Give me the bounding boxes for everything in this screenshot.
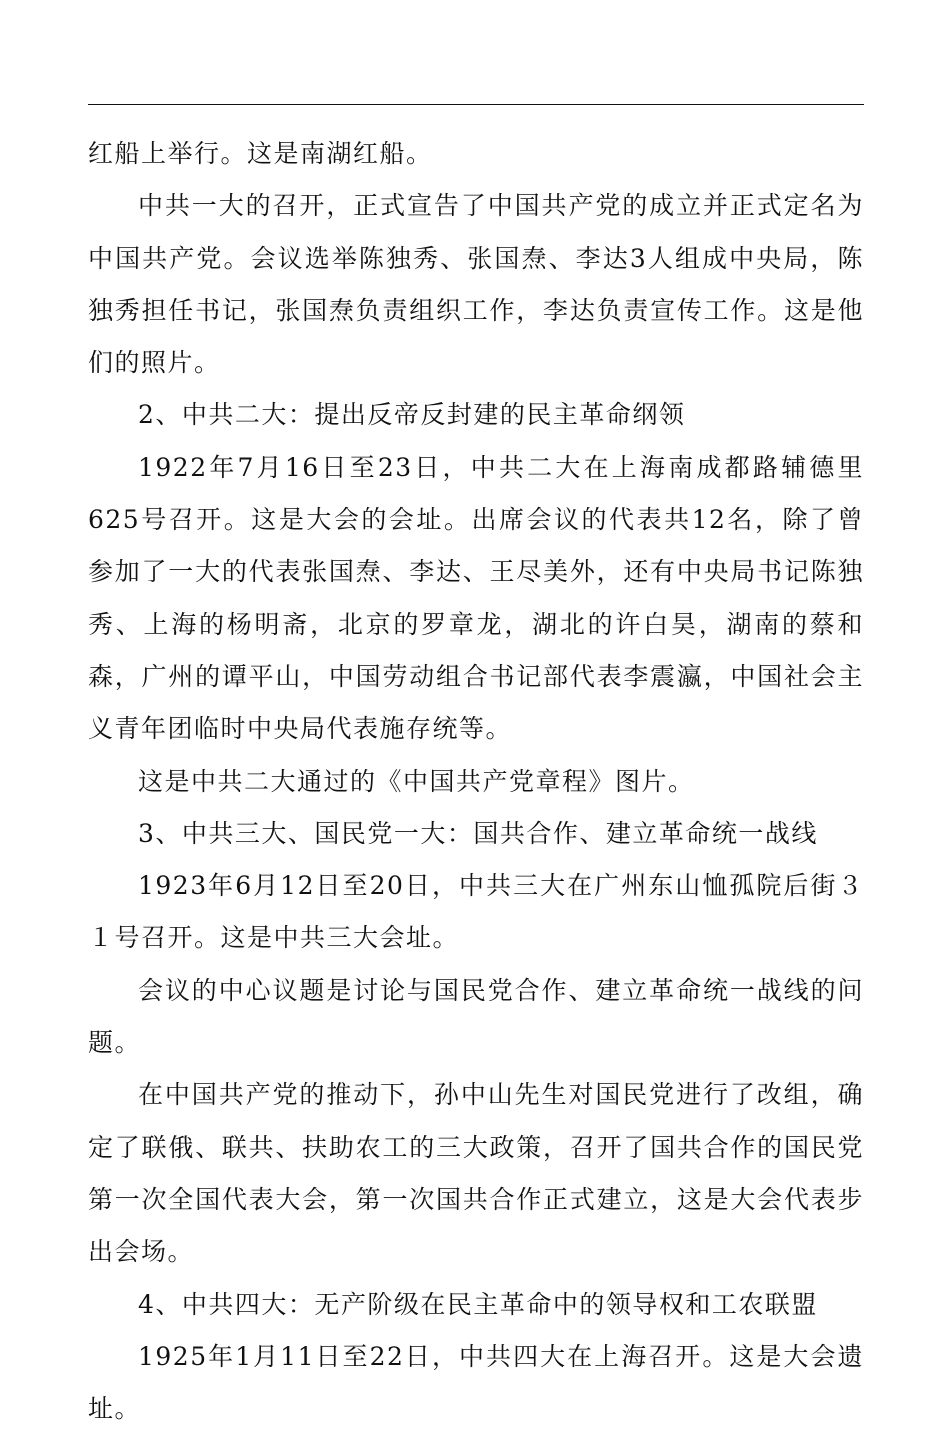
- section-heading: 3、中共三大、国民党一大：国共合作、建立革命统一战线: [138, 818, 818, 848]
- section-heading: 4、中共四大：无产阶级在民主革命中的领导权和工农联盟: [138, 1289, 818, 1319]
- paragraph: 这是中共二大通过的《中国共产党章程》图片。: [138, 766, 695, 796]
- paragraph: 会议的中心议题是讨论与国民党合作、建立革命统一战线的问题。: [88, 975, 864, 1058]
- header-rule: [88, 104, 864, 105]
- paragraph: 红船上举行。这是南湖红船。: [88, 139, 433, 168]
- paragraph: 1925年1月11日至22日，中共四大在上海召开。这是大会遗址。: [88, 1341, 864, 1424]
- paragraph: 中共一大的召开，正式宣告了中国共产党的成立并正式定名为中国共产党。会议选举陈独秀、张国焘、李达3人组成中央局，陈独秀担任书记，张国焘负责组织工作，李达负责宣传工作。这是他们的照片。: [88, 191, 864, 378]
- paragraph: 1922年7月16日至23日，中共二大在上海南成都路辅德里625号召开。这是大会的会址。出席会议的代表共12名，除了曾参加了一大的代表张国焘、李达、王尽美外，还有中央局书记陈独秀、上海的杨明斋，北京的罗章龙，湖北的许白昊，湖南的蔡和森，广州的谭平山，中国劳动组合书记部代表李震瀛，中国社会主义青年团临时中央局代表施存统等。: [88, 452, 864, 744]
- section-heading: 2、中共二大：提出反帝反封建的民主革命纲领: [138, 400, 686, 430]
- paragraph: 1923年6月12日至20日，中共三大在广州东山恤孤院后街３１号召开。这是中共三大会址。: [88, 871, 864, 953]
- paragraph: 在中国共产党的推动下，孙中山先生对国民党进行了改组，确定了联俄、联共、扶助农工的三大政策，召开了国共合作的国民党第一次全国代表大会，第一次国共合作正式建立，这是大会代表步出会场。: [88, 1080, 864, 1267]
- body-text: [88, 128, 864, 1435]
